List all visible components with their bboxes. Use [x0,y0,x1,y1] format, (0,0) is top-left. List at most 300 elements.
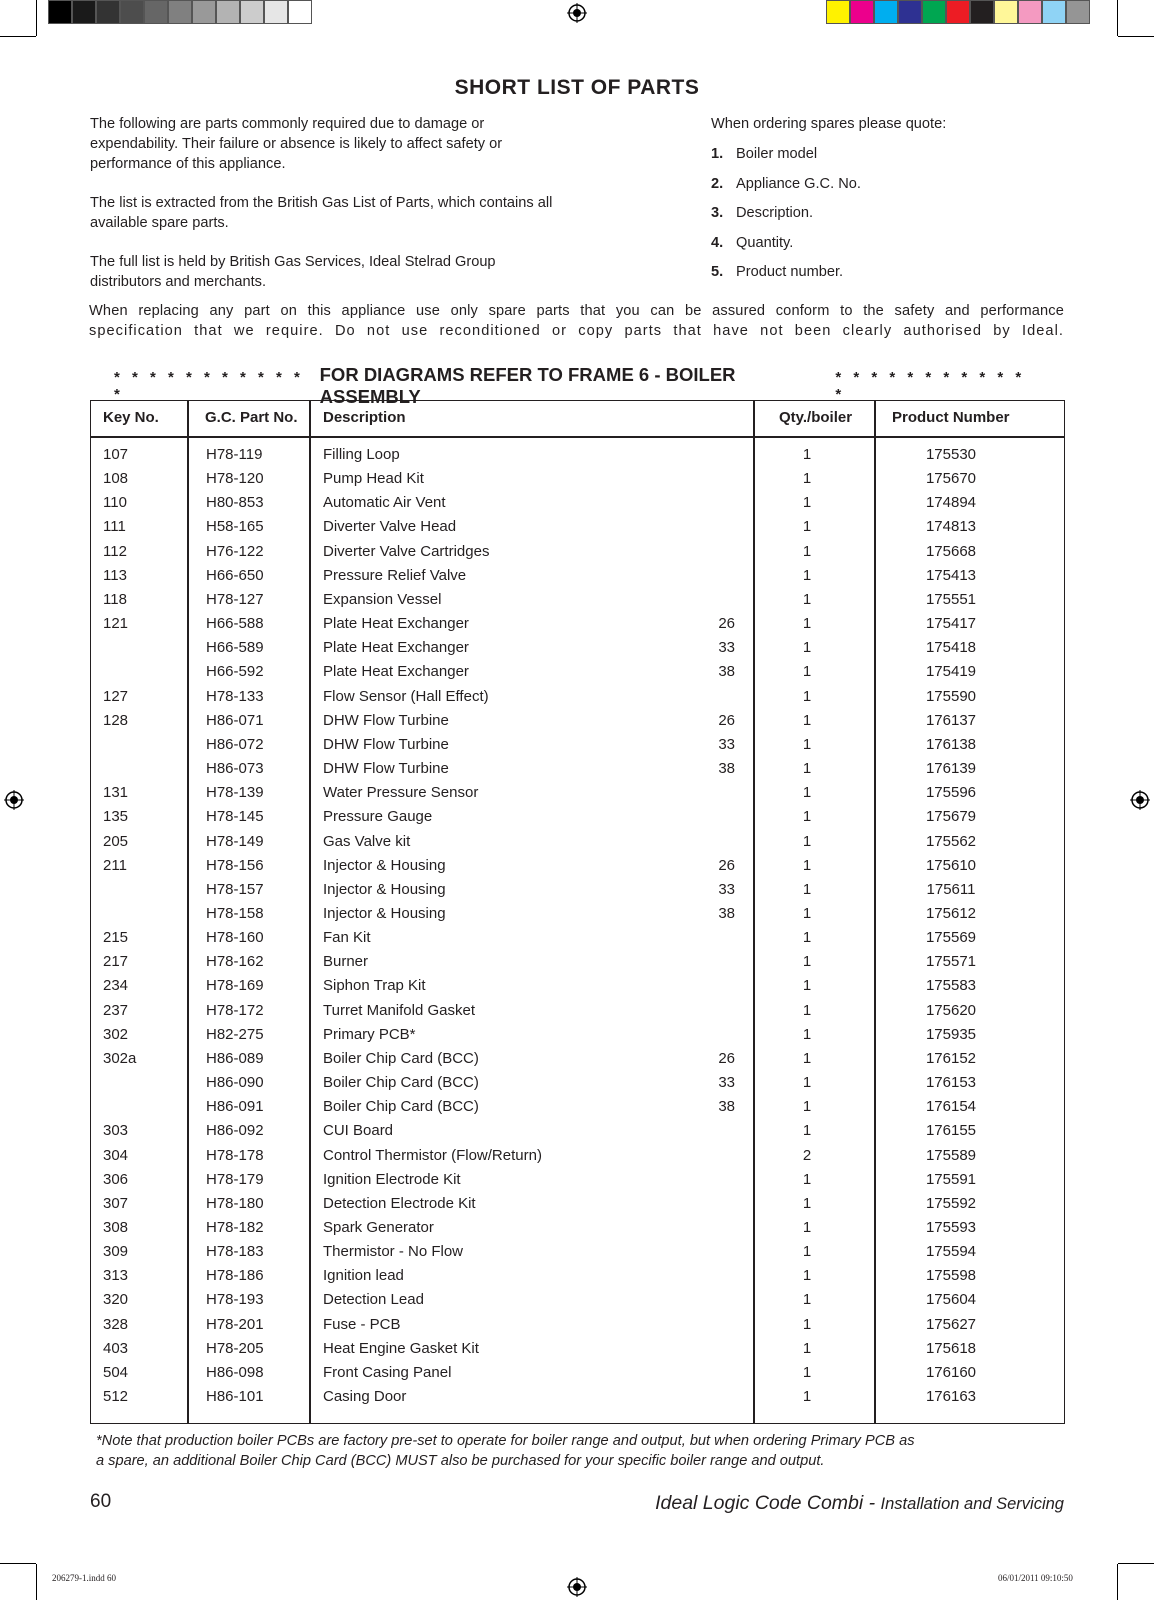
cell-product-number: 175612 [925,904,977,922]
footer-title [655,1492,1064,1515]
ordering-item [711,144,1071,174]
table-row [91,1240,1064,1264]
cell-product-number: 176153 [925,1074,977,1092]
cell-key-no: 313 [103,1267,129,1285]
ordering-item [711,233,1071,263]
cell-product-number: 175569 [925,929,977,947]
cell-gc-part: H78-178 [206,1146,264,1164]
cell-description: Pressure Relief Valve [323,566,467,584]
ordering-item-text: Quantity. [736,234,794,251]
table-row [91,1337,1064,1361]
cell-gc-part: H78-186 [206,1267,264,1285]
table-row [91,1313,1064,1337]
crop-mark [0,36,36,37]
cell-boiler-size: 33 [718,880,735,898]
cell-product-number: 175551 [925,590,977,608]
table-row [91,443,1064,467]
cell-key-no: 303 [103,1122,129,1140]
ordering-item [711,174,1071,204]
cell-qty: 1 [802,1001,812,1019]
cell-gc-part: H78-201 [206,1315,264,1333]
cell-key-no: 302 [103,1025,129,1043]
table-row [91,950,1064,974]
table-row [91,1168,1064,1192]
cell-product-number: 175627 [925,1315,977,1333]
grey-swatch [288,0,312,24]
cell-product-number: 175593 [925,1219,977,1236]
table-row [91,1119,1064,1143]
grey-swatch [48,0,72,24]
cell-description: Injector & Housing [323,880,446,898]
grey-swatch [192,0,216,24]
cell-qty: 1 [802,1339,812,1357]
cell-key-no: 211 [103,856,127,874]
cell-key-no: 110 [103,494,127,512]
table-row [91,467,1064,491]
cell-key-no: 215 [103,929,129,947]
cell-product-number: 175610 [925,856,977,874]
cell-key-no: 308 [103,1219,129,1236]
ordering-item-text: Product number. [736,264,844,280]
cell-key-no: 328 [103,1315,129,1333]
cell-product-number: 175413 [925,566,977,584]
cell-boiler-size: 38 [718,760,735,778]
cell-description: CUI Board [323,1122,394,1140]
cell-product-number: 175594 [925,1243,977,1261]
intro-paragraph: The following are parts commonly required due to damage or expendability. Their failure or absence is likely to affect safety or performance of this appliance. [90,116,503,172]
cell-gc-part: H86-072 [206,735,264,753]
table-row [91,733,1064,757]
diagram-reference-text: FOR DIAGRAMS REFER TO FRAME 6 - BOILER ASSEMBLY [319,364,736,407]
cell-gc-part: H78-119 [206,446,263,463]
cell-description: Filling Loop [323,446,400,463]
cell-product-number: 175596 [925,784,977,802]
cell-qty: 1 [802,518,812,536]
cell-product-number: 176163 [925,1388,977,1406]
table-row [91,1095,1064,1119]
cell-description: Automatic Air Vent [323,494,446,512]
cell-gc-part: H78-120 [206,470,264,488]
ordering-item-number: 3. [711,205,724,221]
color-swatch [874,0,898,24]
cell-qty: 1 [802,615,812,633]
cell-key-no: 108 [103,470,129,488]
crop-mark [36,0,37,36]
cell-description: Heat Engine Gasket Kit [323,1339,479,1357]
cell-key-no: 306 [103,1170,129,1188]
stars-right: * * * * * * * * * * * * [835,369,1026,403]
cell-key-no: 113 [103,566,127,584]
cell-boiler-size: 38 [718,663,735,681]
cell-qty: 1 [802,977,812,995]
cell-description: Plate Heat Exchanger [323,639,469,657]
cell-description: DHW Flow Turbine [323,760,449,778]
cell-description: Diverter Valve Cartridges [323,542,490,560]
color-swatch [1018,0,1042,24]
table-row [91,491,1064,515]
cell-description: Pressure Gauge [323,808,433,826]
cell-gc-part: H86-101 [206,1388,264,1406]
ordering-item-number: 2. [711,175,724,192]
cell-qty: 1 [802,566,812,584]
cell-description: Injector & Housing [323,856,446,874]
cell-product-number: 175679 [925,808,977,826]
cell-key-no: 512 [103,1388,129,1406]
ordering-heading: When ordering spares please quote: [711,116,947,132]
table-row [91,1144,1064,1168]
cell-boiler-size: 26 [718,1049,735,1067]
cell-boiler-size: 38 [718,904,735,922]
cell-qty: 1 [802,590,812,608]
cell-qty: 1 [802,1267,812,1285]
table-row [91,1071,1064,1095]
cell-key-no: 127 [103,687,129,705]
color-swatch [922,0,946,24]
table-row [91,781,1064,805]
table-row [91,999,1064,1023]
grey-swatch [168,0,192,24]
cell-qty: 1 [802,1194,812,1212]
cell-key-no: 302a [103,1049,137,1067]
cell-description: Ignition lead [323,1267,404,1285]
table-row [91,830,1064,854]
cell-gc-part: H80-853 [206,494,264,512]
cell-gc-part: H78-149 [206,832,264,850]
cell-qty: 1 [802,1025,812,1043]
cell-qty: 1 [802,760,812,778]
cell-key-no: 504 [103,1363,129,1381]
cell-product-number: 175620 [925,1001,977,1019]
table-row [91,1216,1064,1240]
cell-key-no: 111 [103,518,126,536]
cell-product-number: 176154 [925,1098,977,1116]
cell-boiler-size: 26 [718,711,735,729]
cell-product-number: 175418 [925,639,977,657]
cell-qty: 1 [802,832,812,850]
cell-qty: 1 [802,494,812,512]
table-row [91,660,1064,684]
cell-product-number: 176152 [925,1049,977,1067]
pcb-note [96,1432,1056,1471]
crop-mark [1118,36,1154,37]
cell-key-no: 234 [103,977,129,995]
ordering-list [711,144,1071,292]
cell-description: Boiler Chip Card (BCC) [323,1098,479,1116]
cell-description: Injector & Housing [323,904,446,922]
cell-description: Fan Kit [323,929,371,947]
cell-product-number: 175591 [925,1170,977,1188]
parts-table [90,400,1065,1424]
cell-description: Boiler Chip Card (BCC) [323,1074,479,1092]
color-swatch [994,0,1018,24]
cell-qty: 1 [802,808,812,826]
cell-qty: 1 [802,542,812,560]
cell-description: Front Casing Panel [323,1363,452,1381]
cell-product-number: 175583 [925,977,977,995]
cell-qty: 1 [802,663,812,681]
cell-description: Water Pressure Sensor [323,784,479,802]
cell-gc-part: H78-157 [206,880,264,898]
cell-description: Boiler Chip Card (BCC) [323,1049,479,1067]
cell-key-no: 217 [103,953,129,971]
cell-qty: 1 [802,1122,812,1140]
crop-mark [36,1564,37,1600]
cell-product-number: 175604 [925,1291,977,1309]
cell-gc-part: H78-183 [206,1243,264,1261]
cell-product-number: 176137 [925,711,977,729]
intro-paragraph: The full list is held by British Gas Services, Ideal Stelrad Group distributors and merchants. [90,254,496,290]
crop-mark [0,1563,36,1564]
cell-key-no: 237 [103,1001,129,1019]
cell-gc-part: H78-180 [206,1194,264,1212]
table-row [91,974,1064,998]
cell-boiler-size: 33 [718,735,735,753]
cell-qty: 1 [802,1049,812,1067]
table-row [91,878,1064,902]
cell-product-number: 175935 [925,1025,977,1043]
table-row [91,540,1064,564]
grey-swatch [72,0,96,24]
color-swatch [826,0,850,24]
cell-key-no: 304 [103,1146,129,1164]
cell-qty: 1 [802,856,812,874]
grey-scale-bar [48,0,312,26]
table-row [91,685,1064,709]
cell-boiler-size: 26 [718,615,735,633]
cell-qty: 1 [802,1315,812,1333]
stars-left: * * * * * * * * * * * * [114,369,304,403]
grey-swatch [216,0,240,24]
cell-gc-part: H86-091 [206,1098,264,1116]
cell-product-number: 175571 [925,953,977,971]
color-bar [826,0,1090,26]
table-row [91,1288,1064,1312]
table-row [91,1385,1064,1409]
table-row [91,636,1064,660]
cell-gc-part: H78-172 [206,1001,264,1019]
cell-description: DHW Flow Turbine [323,735,449,753]
intro-paragraph: The list is extracted from the British Gas List of Parts, which contains all available spare parts. [90,195,553,231]
header-key: Key No. [103,409,159,426]
table-row [91,1264,1064,1288]
cell-description: Thermistor - No Flow [323,1243,464,1261]
cell-gc-part: H82-275 [206,1025,264,1043]
intro-text [90,114,560,311]
cell-description: Plate Heat Exchanger [323,663,469,681]
cell-description: Gas Valve kit [323,832,411,850]
cell-gc-part: H78-139 [206,784,264,802]
grey-swatch [96,0,120,24]
warning-line: When replacing any part on this appliance use only spare parts that you can be assured conform to the safety and performance [89,303,1064,319]
table-row [91,854,1064,878]
cell-description: Burner [323,953,369,971]
note-line: a spare, an additional Boiler Chip Card (BCC) MUST also be purchased for your specific boiler range and output. [96,1452,825,1469]
cell-gc-part: H78-145 [206,808,264,826]
ordering-item [711,262,1071,292]
cell-qty: 1 [802,735,812,753]
crop-mark [1118,1563,1154,1564]
cell-key-no: 403 [103,1339,129,1357]
cell-boiler-size: 33 [718,1074,735,1092]
table-row [91,805,1064,829]
crop-mark [1117,1564,1118,1600]
cell-qty: 1 [802,953,812,971]
cell-product-number: 175618 [925,1339,977,1357]
warning-line: specification that we require. Do not use reconditioned or copy parts that have not been clearly authorised by Ideal. [89,322,1064,339]
cell-gc-part: H58-165 [206,518,264,536]
cell-key-no: 121 [103,615,129,633]
ordering-item-number: 4. [711,234,724,251]
table-row [91,612,1064,636]
cell-description: Plate Heat Exchanger [323,615,469,633]
cell-description: Turret Manifold Gasket [323,1001,475,1019]
cell-description: Flow Sensor (Hall Effect) [323,687,489,705]
ordering-instructions [711,114,1071,292]
cell-description: Ignition Electrode Kit [323,1170,461,1188]
cell-qty: 1 [802,711,812,729]
cell-key-no: 309 [103,1243,129,1261]
cell-description: Primary PCB* [323,1025,416,1043]
cell-gc-part: H78-133 [206,687,264,705]
table-row [91,515,1064,539]
cell-description: Casing Door [323,1388,407,1406]
color-swatch [850,0,874,24]
cell-description: Detection Electrode Kit [323,1194,476,1212]
cell-qty: 1 [802,1291,812,1309]
cell-description: Fuse - PCB [323,1315,401,1333]
header-divider [91,436,1064,438]
cell-product-number: 175592 [925,1194,977,1212]
cell-qty: 1 [802,1363,812,1381]
ordering-item-text: Description. [736,205,814,221]
cell-qty: 1 [802,687,812,705]
cell-product-number: 175530 [925,446,977,463]
ordering-item-number: 1. [711,146,724,162]
cell-gc-part: H66-589 [206,639,264,657]
cell-gc-part: H66-588 [206,615,264,633]
note-line: *Note that production boiler PCBs are factory pre-set to operate for boiler range and output, but when ordering Primary PCB as [96,1433,915,1449]
cell-description: Expansion Vessel [323,590,442,608]
cell-gc-part: H66-592 [206,663,264,681]
cell-key-no: 107 [103,446,129,463]
color-swatch [970,0,994,24]
cell-gc-part: H78-179 [206,1170,264,1188]
cell-gc-part: H78-205 [206,1339,264,1357]
cell-product-number: 176139 [925,760,977,778]
registration-mark-icon [567,1577,587,1597]
grey-swatch [120,0,144,24]
cell-product-number: 174813 [925,518,977,536]
header-description: Description [323,409,406,426]
cell-product-number: 176160 [925,1363,977,1381]
table-row [91,926,1064,950]
color-swatch [898,0,922,24]
cell-description: Diverter Valve Head [323,518,457,536]
table-row [91,902,1064,926]
page-title: SHORT LIST OF PARTS [454,76,700,99]
cell-key-no: 131 [103,784,129,802]
cell-boiler-size: 38 [718,1098,735,1116]
ordering-item-text: Appliance G.C. No. [736,175,861,192]
cell-product-number: 175417 [925,615,977,633]
page-number: 60 [90,1491,112,1512]
cell-qty: 1 [802,1098,812,1116]
cell-product-number: 175668 [925,542,977,560]
cell-gc-part: H78-169 [206,977,264,995]
cell-key-no: 112 [103,542,127,560]
cell-gc-part: H78-156 [206,856,264,874]
footer-subtitle: Installation and Servicing [880,1495,1064,1513]
cell-qty: 1 [802,1388,812,1406]
cell-key-no: 320 [103,1291,129,1309]
cell-product-number: 175611 [926,880,976,898]
cell-qty: 1 [802,1074,812,1092]
cell-gc-part: H78-162 [206,953,264,971]
cell-key-no: 135 [103,808,129,826]
ordering-item [711,203,1071,233]
cell-description: Siphon Trap Kit [323,977,426,995]
table-row [91,564,1064,588]
cell-gc-part: H86-090 [206,1074,264,1092]
cell-qty: 1 [802,1170,812,1188]
registration-mark-icon [4,790,24,810]
cell-product-number: 175589 [925,1146,977,1164]
cell-qty: 1 [802,470,812,488]
cell-gc-part: H86-071 [206,711,264,729]
table-body [91,443,1064,1409]
ordering-item-number: 5. [711,264,724,280]
cell-gc-part: H86-073 [206,760,264,778]
cell-qty: 1 [802,1219,812,1236]
cell-qty: 1 [802,639,812,657]
cell-boiler-size: 26 [718,856,735,874]
table-row [91,1192,1064,1216]
cell-qty: 1 [802,929,812,947]
table-row [91,1047,1064,1071]
crop-mark [1117,0,1118,36]
cell-description: Control Thermistor (Flow/Return) [323,1146,542,1164]
slug-date: 06/01/2011 09:10:50 [998,1573,1073,1583]
cell-gc-part: H78-158 [206,904,264,922]
warning-text [89,302,1064,341]
cell-boiler-size: 33 [718,639,735,657]
cell-qty: 2 [802,1146,812,1164]
registration-mark-icon [567,3,587,23]
cell-description: DHW Flow Turbine [323,711,449,729]
cell-gc-part: H78-193 [206,1291,264,1309]
header-gc-part: G.C. Part No. [205,409,298,426]
cell-gc-part: H86-089 [206,1049,264,1067]
cell-description: Pump Head Kit [323,470,424,488]
grey-swatch [264,0,288,24]
cell-key-no: 205 [103,832,129,850]
cell-gc-part: H86-098 [206,1363,264,1381]
cell-gc-part: H76-122 [206,542,264,560]
table-row [91,757,1064,781]
cell-gc-part: H78-127 [206,590,264,608]
cell-gc-part: H78-160 [206,929,264,947]
table-row [91,1023,1064,1047]
cell-qty: 1 [802,784,812,802]
cell-product-number: 174894 [925,494,977,512]
table-row [91,709,1064,733]
color-swatch [1066,0,1090,24]
cell-key-no: 307 [103,1194,129,1212]
color-swatch [1042,0,1066,24]
cell-description: Spark Generator [323,1219,434,1236]
table-row [91,588,1064,612]
cell-product-number: 176155 [925,1122,977,1140]
